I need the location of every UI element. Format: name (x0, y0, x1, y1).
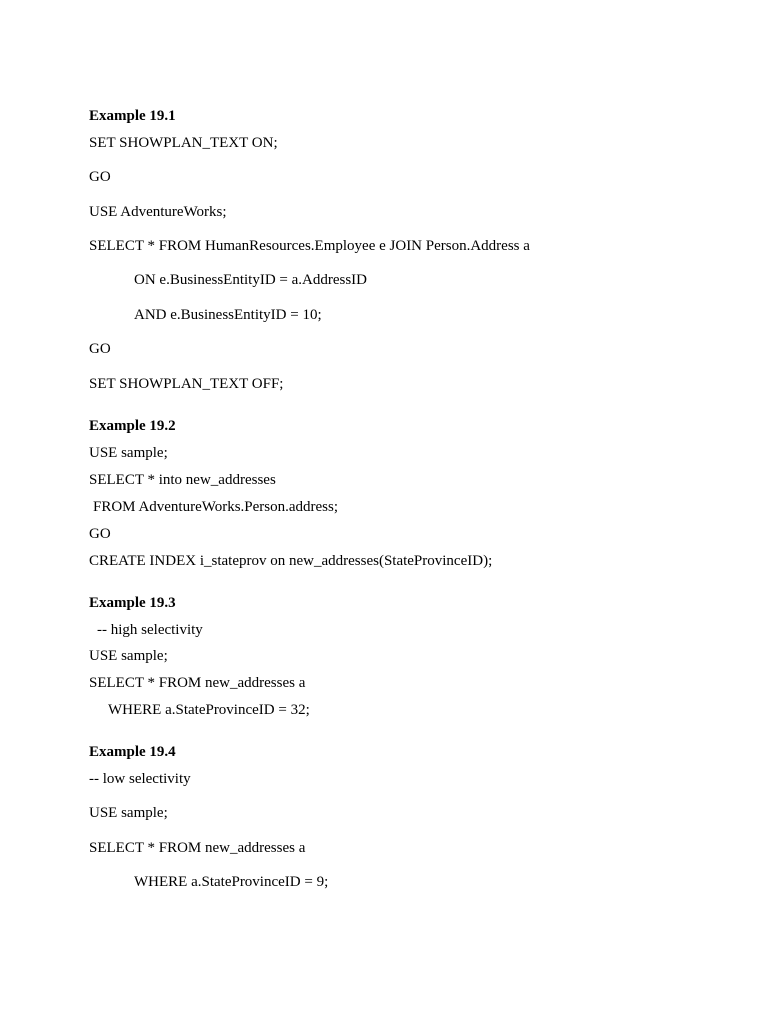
code-line: USE AdventureWorks; (89, 204, 227, 220)
code-line: AND e.BusinessEntityID = 10; (134, 307, 322, 323)
code-line: SELECT * into new_addresses (89, 472, 276, 488)
code-line: GO (89, 169, 111, 185)
code-line: CREATE INDEX i_stateprov on new_addresses(StateProvinceID); (89, 553, 493, 569)
example-heading: Example 19.3 (89, 595, 176, 611)
example-heading: Example 19.1 (89, 108, 176, 124)
code-line: USE sample; (89, 445, 168, 461)
code-comment: -- low selectivity (89, 771, 191, 787)
code-line: USE sample; (89, 805, 168, 821)
code-comment: -- high selectivity (97, 622, 203, 638)
code-line: SELECT * FROM HumanResources.Employee e JOIN Person.Address a (89, 238, 530, 254)
example-heading: Example 19.4 (89, 744, 176, 760)
code-line: SELECT * FROM new_addresses a (89, 675, 306, 691)
code-line: USE sample; (89, 648, 168, 664)
code-line: ON e.BusinessEntityID = a.AddressID (134, 272, 368, 288)
code-line: WHERE a.StateProvinceID = 32; (108, 702, 310, 718)
code-line: SET SHOWPLAN_TEXT OFF; (89, 376, 284, 392)
code-line: SET SHOWPLAN_TEXT ON; (89, 135, 278, 151)
code-line: GO (89, 526, 111, 542)
code-line: WHERE a.StateProvinceID = 9; (134, 874, 329, 890)
code-line: FROM AdventureWorks.Person.address; (93, 499, 339, 515)
example-heading: Example 19.2 (89, 418, 176, 434)
code-line: GO (89, 341, 111, 357)
code-line: SELECT * FROM new_addresses a (89, 840, 306, 856)
